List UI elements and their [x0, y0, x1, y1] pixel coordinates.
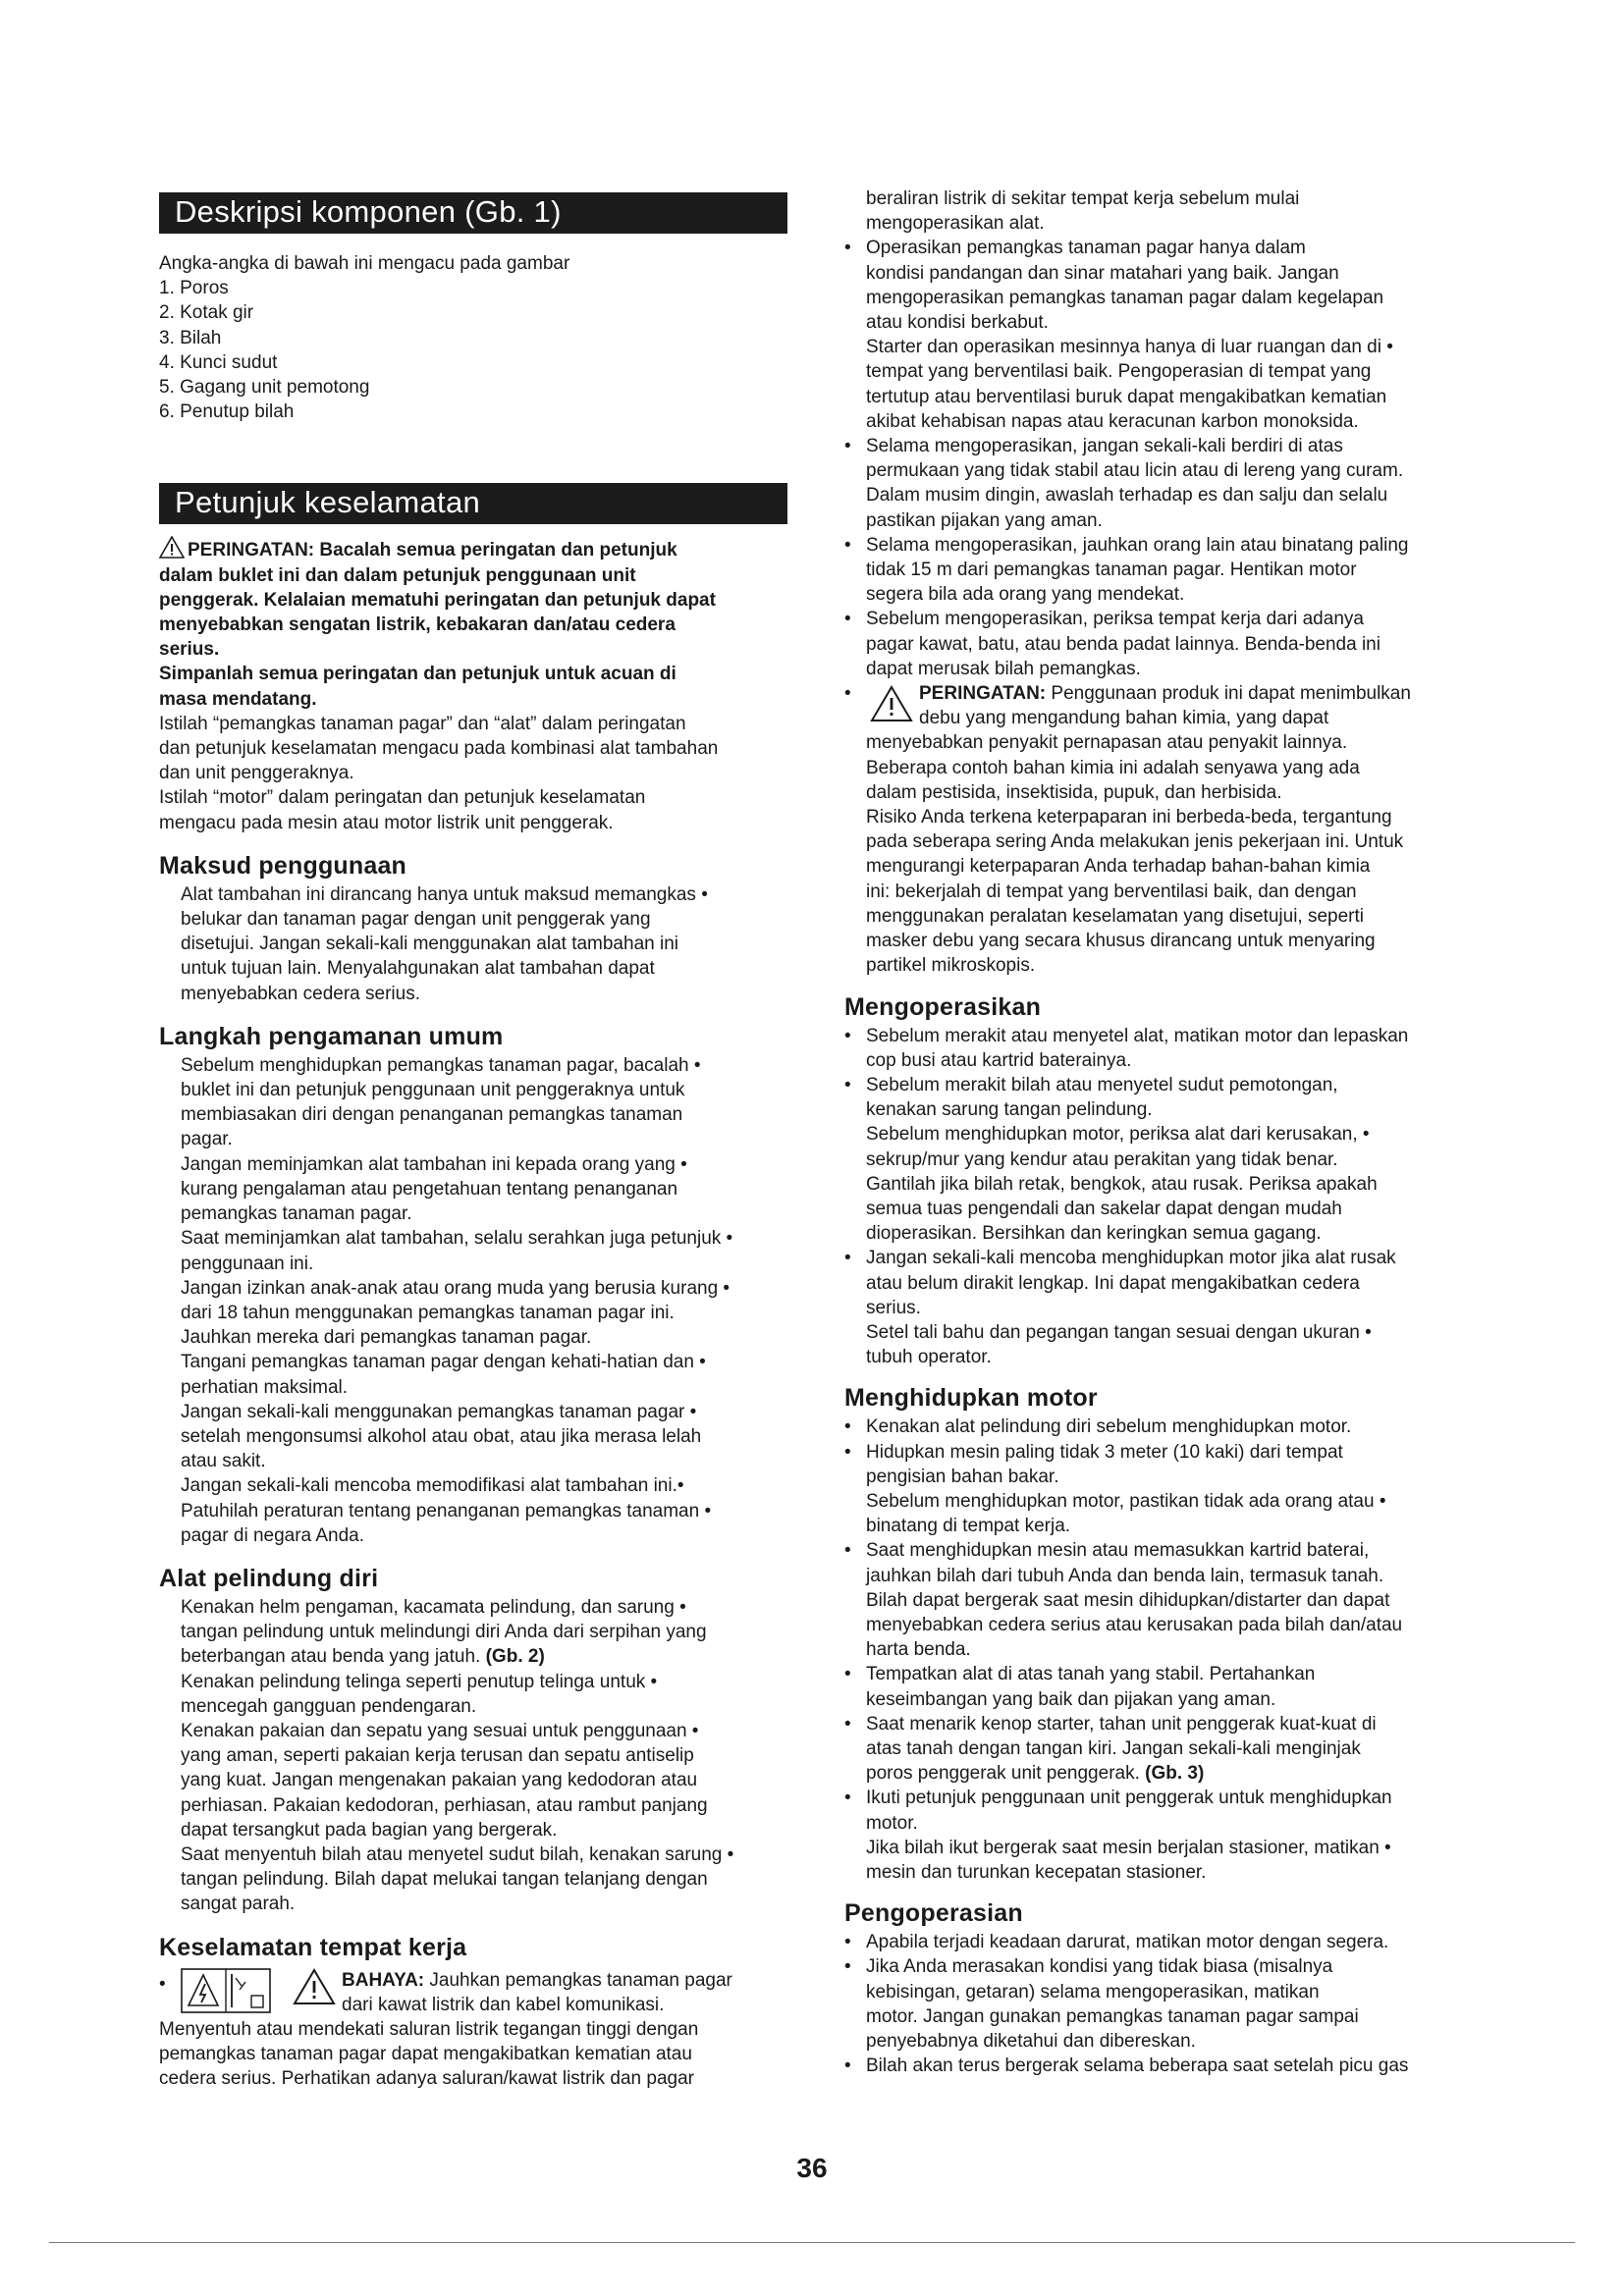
body-line: yang kuat. Jangan mengenakan pakaian yang kedodoran atau: [181, 1770, 698, 1791]
body-line: Tangani pemangkas tanaman pagar dengan kehati-hatian dan •: [181, 1352, 706, 1373]
body-line: Sebelum menghidupkan motor, periksa alat dari kerusakan, •: [866, 1124, 1370, 1146]
body-line: perhiasan. Pakaian kedodoran, perhiasan, atau rambut panjang: [181, 1794, 708, 1816]
body-line: yang aman, seperti pakaian kerja terusan dan sepatu antiselip: [181, 1745, 694, 1767]
danger-triangle-icon: [293, 1968, 336, 2005]
body-line: penggunaan ini.: [181, 1253, 314, 1274]
body-line: dari kawat listrik dan kabel komunikasi.: [342, 1994, 665, 2015]
body-line: Menyentuh atau mendekati saluran listrik tegangan tinggi dengan: [159, 2018, 699, 2040]
body-line: atau kondisi berkabut.: [866, 312, 1049, 334]
body-line: motor. Jangan gunakan pemangkas tanaman pagar sampai: [866, 2005, 1359, 2027]
body-line: Setel tali bahu dan pegangan tangan sesuai dengan ukuran •: [866, 1321, 1372, 1343]
heading-maksud: Maksud penggunaan: [159, 851, 407, 880]
body-line: Jika bilah ikut bergerak saat mesin berjalan stasioner, matikan •: [866, 1837, 1391, 1858]
figure-ref: (Gb. 2): [485, 1646, 545, 1668]
peringatan-body: [844, 730, 1485, 978]
maksud-body: [159, 882, 787, 1006]
body-line: • Saat menarik kenop starter, tahan unit penggerak kuat-kuat di: [866, 1713, 1377, 1735]
body-line: ini: bekerjalah di tempat yang berventilasi baik, dan dengan: [866, 881, 1357, 902]
body-line: mengoperasikan alat.: [866, 213, 1045, 235]
warning-line: Simpanlah semua peringatan dan petunjuk untuk acuan di: [159, 664, 677, 685]
body-line: Sebelum menghidupkan motor, pastikan tidak ada orang atau •: [866, 1490, 1386, 1512]
component-item: 1. Poros: [159, 278, 229, 299]
body-line: Jangan sekali-kali mencoba memodifikasi alat tambahan ini.•: [181, 1475, 684, 1497]
body-line: Sebelum menghidupkan pemangkas tanaman pagar, bacalah •: [181, 1054, 701, 1076]
body-line: motor.: [866, 1812, 918, 1834]
warning-line: serius.: [159, 639, 220, 661]
body-line: sangat parah.: [181, 1894, 296, 1915]
component-item: 6. Penutup bilah: [159, 401, 295, 423]
body-line: untuk tujuan lain. Menyalahgunakan alat tambahan dapat: [181, 958, 655, 980]
starter-text: [844, 335, 1485, 434]
safety-warning: [159, 536, 787, 711]
body-line: Gantilah jika bilah retak, bengkok, atau rusak. Periksa apakah: [866, 1173, 1378, 1195]
body-line: tangan pelindung. Bilah dapat melukai tangan telanjang dengan: [181, 1869, 708, 1891]
bullet-item: [844, 533, 1485, 608]
body-line: • Kenakan alat pelindung diri sebelum menghidupkan motor.: [866, 1416, 1352, 1438]
body-line: Risiko Anda terkena keterpaparan ini berbeda-beda, tergantung: [866, 807, 1392, 828]
body-line: kondisi pandangan dan sinar matahari yang baik. Jangan: [866, 262, 1339, 284]
body-line: membiasakan diri dengan penanganan pemangkas tanaman: [181, 1104, 683, 1126]
body-line: atau sakit.: [181, 1451, 266, 1472]
body-line: setelah mengonsumsi alkohol atau obat, atau jika merasa lelah: [181, 1425, 702, 1447]
body-line: Alat tambahan ini dirancang hanya untuk maksud memangkas •: [181, 883, 708, 905]
body-line: pastikan pijakan yang aman.: [866, 509, 1103, 531]
plain-text: [844, 1122, 1485, 1246]
body-line: jauhkan bilah dari tubuh Anda dan benda lain, termasuk tanah.: [866, 1565, 1384, 1586]
body-line: Saat meminjamkan alat tambahan, selalu serahkan juga petunjuk •: [181, 1228, 733, 1250]
page-number: 36: [796, 2153, 828, 2183]
body-line: • Operasikan pemangkas tanaman pagar hanya dalam: [866, 238, 1306, 259]
body-line: pemangkas tanaman pagar dapat mengakibatkan kematian atau: [159, 2044, 692, 2065]
body-line: Jangan izinkan anak-anak atau orang muda yang berusia kurang •: [181, 1277, 731, 1299]
body-line: cop busi atau kartrid baterainya.: [866, 1049, 1132, 1071]
body-line: pagar kawat, batu, atau benda padat lainnya. Benda-benda ini: [866, 633, 1380, 655]
body-line: menggunakan peralatan keselamatan yang disetujui, seperti: [866, 905, 1364, 927]
section-banner-keselamatan: Petunjuk keselamatan: [159, 483, 787, 524]
body-line: kurang pengalaman atau pengetahuan tentang penanganan: [181, 1178, 678, 1200]
component-item: 5. Gagang unit pemotong: [159, 377, 370, 399]
body-line: tubuh operator.: [866, 1347, 992, 1368]
body-line: permukaan yang tidak stabil atau licin atau di lereng yang curam.: [866, 460, 1404, 482]
body-line: Istilah “pemangkas tanaman pagar” dan “alat” dalam peringatan: [159, 713, 686, 734]
body-line: dari 18 tahun menggunakan pemangkas tanaman pagar ini.: [181, 1302, 675, 1323]
body-line: • Sebelum merakit bilah atau menyetel sudut pemotongan,: [866, 1074, 1338, 1095]
component-item: 4. Kunci sudut: [159, 351, 278, 373]
bullet-item: [844, 607, 1485, 681]
heading-alat-pelindung: Alat pelindung diri: [159, 1564, 379, 1592]
body-line: • Jangan sekali-kali mencoba menghidupkan motor jika alat rusak: [866, 1248, 1396, 1269]
body-line: masker debu yang secara khusus dirancang untuk menyaring: [866, 931, 1376, 952]
langkah-body: [159, 1053, 787, 1548]
left-column: [159, 192, 787, 2092]
heading-menghidupkan: Menghidupkan motor: [844, 1384, 1098, 1413]
body-line: mencegah gangguan pendengaran.: [181, 1695, 477, 1717]
body-line: atau belum dirakit lengkap. Ini dapat mengakibatkan cedera: [866, 1272, 1360, 1294]
heading-keselamatan-tempat: Keselamatan tempat kerja: [159, 1933, 467, 1961]
body-line: • Apabila terjadi keadaan darurat, matikan motor dengan segera.: [866, 1932, 1389, 1953]
body-line: penyebabnya diketahui dan dibereskan.: [866, 2031, 1196, 2053]
bullet-item: [844, 236, 1485, 335]
bullet-item: [844, 1246, 1485, 1320]
bullet-item: [844, 1024, 1485, 1073]
body-line: disetujui. Jangan sekali-kali menggunakan alat tambahan ini: [181, 934, 678, 955]
warning-line: penggerak. Kelalaian mematuhi peringatan dan petunjuk dapat: [159, 589, 716, 611]
heading-mengoperasikan: Mengoperasikan: [844, 992, 1042, 1021]
body-line: menyebabkan cedera serius.: [181, 983, 420, 1004]
bullet-item: [844, 1415, 1485, 1439]
body-line: pengisian bahan bakar.: [866, 1466, 1059, 1487]
body-line: tidak 15 m dari pemangkas tanaman pagar. Hentikan motor: [866, 560, 1357, 581]
body-line: buklet ini dan petunjuk penggunaan unit penggeraknya untuk: [181, 1080, 685, 1101]
body-line: Dalam musim dingin, awaslah terhadap es dan salju dan selalu: [866, 485, 1388, 507]
body-line: dan unit penggeraknya.: [159, 763, 354, 784]
bullet: •: [159, 1973, 166, 1995]
body-line: • Hidupkan mesin paling tidak 3 meter (10 kaki) dari tempat: [866, 1441, 1343, 1463]
bahaya-label: BAHAYA:: [342, 1969, 425, 1991]
body-line: pada seberapa sering Anda melakukan jenis pekerjaan ini. Untuk: [866, 831, 1404, 853]
bullet-item: [844, 1712, 1485, 1787]
body-line: Jangan sekali-kali menggunakan pemangkas tanaman pagar •: [181, 1401, 697, 1422]
body-line: dapat merusak bilah pemangkas.: [866, 658, 1141, 679]
body-line: dapat tersangkut pada bagian yang bergerak.: [181, 1819, 558, 1841]
body-line: atas tanah dengan tangan kiri. Jangan sekali-kali menginjak: [866, 1737, 1361, 1759]
body-line: mengurangi keterpaparan Anda terhadap bahan-bahan kimia: [866, 856, 1371, 878]
body-line: • Bilah akan terus bergerak selama beberapa saat setelah picu gas: [866, 2056, 1409, 2077]
bullet-item: [844, 1538, 1485, 1662]
body-line: cedera serius. Perhatikan adanya saluran/kawat listrik dan pagar: [159, 2068, 694, 2090]
body-line: beterbangan atau benda yang jatuh.: [181, 1646, 481, 1668]
body-line: Jauhkan pemangkas tanaman pagar: [429, 1969, 732, 1991]
body-line: semua tuas pengendali dan sakelar dapat dengan mudah: [866, 1198, 1342, 1219]
heading-langkah: Langkah pengamanan umum: [159, 1022, 504, 1050]
body-line: pagar di negara Anda.: [181, 1524, 364, 1546]
electric-hazard-icon: [181, 1968, 271, 2013]
plain-text: [844, 1320, 1485, 1369]
body-line: • Jika Anda merasakan kondisi yang tidak biasa (misalnya: [866, 1956, 1333, 1978]
keselamatan-body: [159, 2017, 787, 2092]
warning-triangle-icon: [159, 536, 185, 559]
figure-ref: (Gb. 3): [1145, 1763, 1205, 1785]
peringatan-label: PERINGATAN:: [919, 683, 1047, 705]
alat-body: [159, 1595, 787, 1917]
body-line: • Selama mengoperasikan, jauhkan orang lain atau binatang paling: [866, 534, 1409, 556]
body-line: Istilah “motor” dalam peringatan dan petunjuk keselamatan: [159, 787, 646, 809]
body-line: sekrup/mur yang kendur atau perakitan yang tidak benar.: [866, 1148, 1338, 1170]
bullet-item: [844, 2054, 1485, 2078]
body-line: • Saat menghidupkan mesin atau memasukkan kartrid baterai,: [866, 1540, 1370, 1562]
body-line: debu yang mengandung bahan kimia, yang dapat: [919, 708, 1329, 729]
bottom-rule: [49, 2242, 1575, 2243]
body-line: dan petunjuk keselamatan mengacu pada kombinasi alat tambahan: [159, 738, 719, 760]
body-line: Penggunaan produk ini dapat menimbulkan: [1051, 683, 1411, 705]
warning-line: dalam buklet ini dan dalam petunjuk penggunaan unit: [159, 564, 636, 586]
bullet-item: [844, 1930, 1485, 1954]
bullet-item: [844, 434, 1485, 533]
body-line: perhatian maksimal.: [181, 1376, 349, 1398]
warning-line: PERINGATAN: Bacalah semua peringatan dan petunjuk: [188, 540, 677, 561]
bullet-item: [844, 1440, 1485, 1489]
body-line: tangan pelindung untuk melindungi diri Anda dari serpihan yang: [181, 1622, 707, 1643]
body-line: tempat yang berventilasi baik. Pengoperasian di tempat yang: [866, 361, 1372, 383]
body-line: pemangkas tanaman pagar.: [181, 1203, 412, 1225]
body-line: dalam pestisida, insektisida, pupuk, dan herbisida.: [866, 781, 1282, 803]
plain-text: [844, 1489, 1485, 1538]
body-line: • Sebelum merakit atau menyetel alat, matikan motor dan lepaskan: [866, 1025, 1409, 1046]
body-line: pagar.: [181, 1129, 233, 1150]
body-line: binatang di tempat kerja.: [866, 1516, 1071, 1537]
body-line: Kenakan helm pengaman, kacamata pelindung, dan sarung •: [181, 1596, 686, 1618]
body-line: Bilah dapat bergerak saat mesin dihidupkan/distarter dan dapat: [866, 1589, 1390, 1611]
warning-triangle-icon: [870, 685, 913, 722]
body-line: belukar dan tanaman pagar dengan unit penggerak yang: [181, 909, 651, 931]
component-item: 2. Kotak gir: [159, 302, 254, 324]
heading-pengoperasian: Pengoperasian: [844, 1899, 1023, 1928]
body-line: Kenakan pelindung telinga seperti penutup telinga untuk •: [181, 1671, 658, 1692]
peringatan-block: [844, 681, 1485, 730]
body-line: segera bila ada orang yang mendekat.: [866, 584, 1185, 606]
body-line: kebisingan, getaran) selama mengoperasikan, matikan: [866, 1981, 1320, 2002]
body-line: Patuhilah peraturan tentang penanganan pemangkas tanaman •: [181, 1500, 712, 1522]
body-line: menyebabkan cedera serius atau kerusakan pada bilah dan/atau: [866, 1614, 1403, 1635]
body-line: mesin dan turunkan kecepatan stasioner.: [866, 1862, 1207, 1883]
bullet-item: [844, 1954, 1485, 2054]
bullet-item: [844, 1786, 1485, 1835]
body-line: akibat kehabisan napas atau keracunan karbon monoksida.: [866, 410, 1359, 432]
plain-text: [844, 1836, 1485, 1885]
body-line: harta benda.: [866, 1639, 971, 1661]
warning-line: menyebabkan sengatan listrik, kebakaran dan/atau cedera: [159, 614, 676, 636]
body-line: • Tempatkan alat di atas tanah yang stabil. Pertahankan: [866, 1664, 1316, 1685]
body-line: tertutup atau berventilasi buruk dapat mengakibatkan kematian: [866, 386, 1387, 407]
safety-body: [159, 712, 787, 835]
continued-text: [844, 187, 1485, 236]
body-line: dioperasikan. Bersihkan dan keringkan semua gagang.: [866, 1223, 1322, 1245]
body-line: beraliran listrik di sekitar tempat kerja sebelum mulai: [866, 188, 1300, 209]
body-line: Jangan meminjamkan alat tambahan ini kepada orang yang •: [181, 1153, 687, 1175]
body-line: mengoperasikan pemangkas tanaman pagar dalam kegelapan: [866, 287, 1384, 308]
body-line: Jauhkan mereka dari pemangkas tanaman pagar.: [181, 1327, 592, 1349]
bullet-item: [844, 1073, 1485, 1122]
body-line: • Selama mengoperasikan, jangan sekali-kali berdiri di atas: [866, 436, 1343, 457]
component-list: [159, 276, 787, 424]
bahaya-block: [159, 1968, 787, 2017]
body-line: Starter dan operasikan mesinnya hanya di luar ruangan dan di •: [866, 337, 1393, 358]
section-banner-deskripsi: Deskripsi komponen (Gb. 1): [159, 192, 787, 234]
bullet-item: [844, 1662, 1485, 1711]
body-line: Saat menyentuh bilah atau menyetel sudut bilah, kenakan sarung •: [181, 1843, 734, 1865]
body-line: poros penggerak unit penggerak.: [866, 1763, 1140, 1785]
body-line: • Ikuti petunjuk penggunaan unit penggerak untuk menghidupkan: [866, 1788, 1392, 1809]
body-line: Beberapa contoh bahan kimia ini adalah senyawa yang ada: [866, 757, 1360, 778]
warning-line: masa mendatang.: [159, 688, 317, 710]
body-line: • Sebelum mengoperasikan, periksa tempat kerja dari adanya: [866, 609, 1364, 630]
body-line: partikel mikroskopis.: [866, 955, 1036, 977]
right-column: [844, 187, 1485, 2078]
body-line: keseimbangan yang baik dan pijakan yang aman.: [866, 1688, 1276, 1710]
body-line: Kenakan pakaian dan sepatu yang sesuai untuk penggunaan •: [181, 1720, 699, 1741]
deskripsi-intro: Angka-angka di bawah ini mengacu pada gambar: [159, 253, 570, 274]
body-line: kenakan sarung tangan pelindung.: [866, 1099, 1153, 1121]
component-item: 3. Bilah: [159, 327, 222, 348]
body-line: mengacu pada mesin atau motor listrik unit penggerak.: [159, 812, 614, 833]
body-line: serius.: [866, 1297, 921, 1318]
body-line: menyebabkan penyakit pernapasan atau penyakit lainnya.: [866, 732, 1348, 754]
